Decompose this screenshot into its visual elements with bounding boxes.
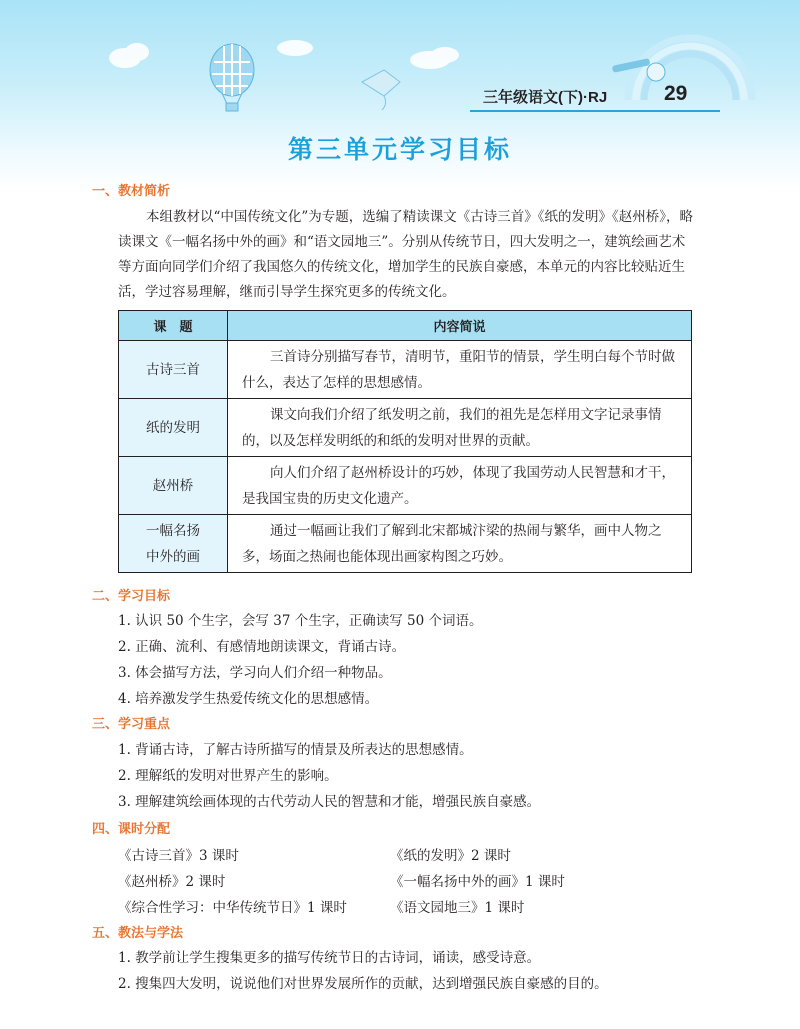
table-cell-desc: 通过一幅画让我们了解到北宋都城汴梁的热闹与繁华，画中人物之多，场面之热闹也能体现出画家构图之巧妙。 [228, 515, 692, 573]
schedule-item: 《纸的发明》2 课时 [390, 848, 511, 864]
goal-item: 3. 体会描写方法，学习向人们介绍一种物品。 [118, 665, 392, 681]
table-row [119, 515, 692, 573]
table-cell-desc: 课文向我们介绍了纸发明之前，我们的祖先是怎样用文字记录事情的，以及怎样发明纸的和纸的发明对世界的贡献。 [228, 399, 692, 457]
section-heading-focus: 三、学习重点 [92, 716, 171, 731]
table-cell-topic: 赵州桥 [119, 457, 228, 515]
focus-item: 2. 理解纸的发明对世界产生的影响。 [118, 768, 338, 784]
focus-item: 3. 理解建筑绘画体现的古代劳动人民的智慧和才能，增强民族自豪感。 [118, 794, 541, 810]
analysis-paragraph-text: 本组教材以“中国传统文化”为专题，选编了精读课文《古诗三首》《纸的发明》《赵州桥》，略读课文《一幅名扬中外的画》和“语文园地三”。分别从传统节日，四大发明之一，建筑绘画艺术等方面向同学们介绍了我国悠久的传统文化，增加学生的民族自豪感，本单元的内容比较贴近生活，学过容易理解，继而引导学生探究更多的传统文化。 [118, 209, 694, 300]
kite-icon [362, 70, 400, 110]
hot-air-balloon-icon [210, 44, 254, 111]
table-row [119, 399, 692, 457]
schedule-item: 《综合性学习：中华传统节日》1 课时 [118, 900, 347, 916]
grade-label: 三年级语文(下)·RJ [483, 89, 608, 106]
table-row [119, 341, 692, 399]
schedule-item: 《赵州桥》2 课时 [118, 874, 226, 890]
table-row [119, 457, 692, 515]
topic-line: 一幅名扬 [146, 522, 200, 539]
section-heading-methods: 五、教法与学法 [92, 925, 184, 940]
method-item: 1. 教学前让学生搜集更多的描写传统节日的古诗词，诵读，感受诗意。 [118, 950, 541, 966]
topic-line: 中外的画 [146, 548, 200, 565]
table-cell-topic: 古诗三首 [119, 341, 228, 399]
analysis-paragraph [118, 205, 696, 305]
section-heading-goals: 二、学习目标 [92, 588, 171, 603]
table-cell-desc: 向人们介绍了赵州桥设计的巧妙，体现了我国劳动人民智慧和才干，是我国宝贵的历史文化遗产。 [228, 457, 692, 515]
table-cell-desc: 三首诗分别描写春节，清明节，重阳节的情景，学生明白每个节时做什么，表达了怎样的思想感情。 [228, 341, 692, 399]
page-number: 29 [664, 82, 688, 105]
goal-item: 1. 认识 50 个生字，会写 37 个生字，正确读写 50 个词语。 [118, 613, 483, 629]
goal-item: 2. 正确、流利、有感情地朗读课文，背诵古诗。 [118, 639, 406, 655]
cloud-icon [109, 40, 459, 69]
focus-item: 1. 背诵古诗，了解古诗所描写的情景及所表达的思想感情。 [118, 742, 473, 758]
table-header-summary: 内容简说 [228, 311, 692, 341]
schedule-item: 《古诗三首》3 课时 [118, 848, 239, 864]
schedule-item: 《语文园地三》1 课时 [390, 900, 525, 916]
table-cell-topic: 纸的发明 [119, 399, 228, 457]
method-item: 2. 搜集四大发明，说说他们对世界发展所作的贡献，达到增强民族自豪感的目的。 [118, 976, 608, 992]
schedule-item: 《一幅名扬中外的画》1 课时 [390, 874, 565, 890]
content-table [118, 310, 692, 573]
table-cell-topic [119, 515, 228, 573]
section-heading-analysis: 一、教材简析 [92, 183, 171, 198]
table-header-topic: 课 题 [119, 311, 228, 341]
section-heading-schedule: 四、课时分配 [92, 821, 171, 836]
goal-item: 4. 培养激发学生热爱传统文化的思想感情。 [118, 691, 379, 707]
page-title: 第三单元学习目标 [287, 136, 512, 164]
